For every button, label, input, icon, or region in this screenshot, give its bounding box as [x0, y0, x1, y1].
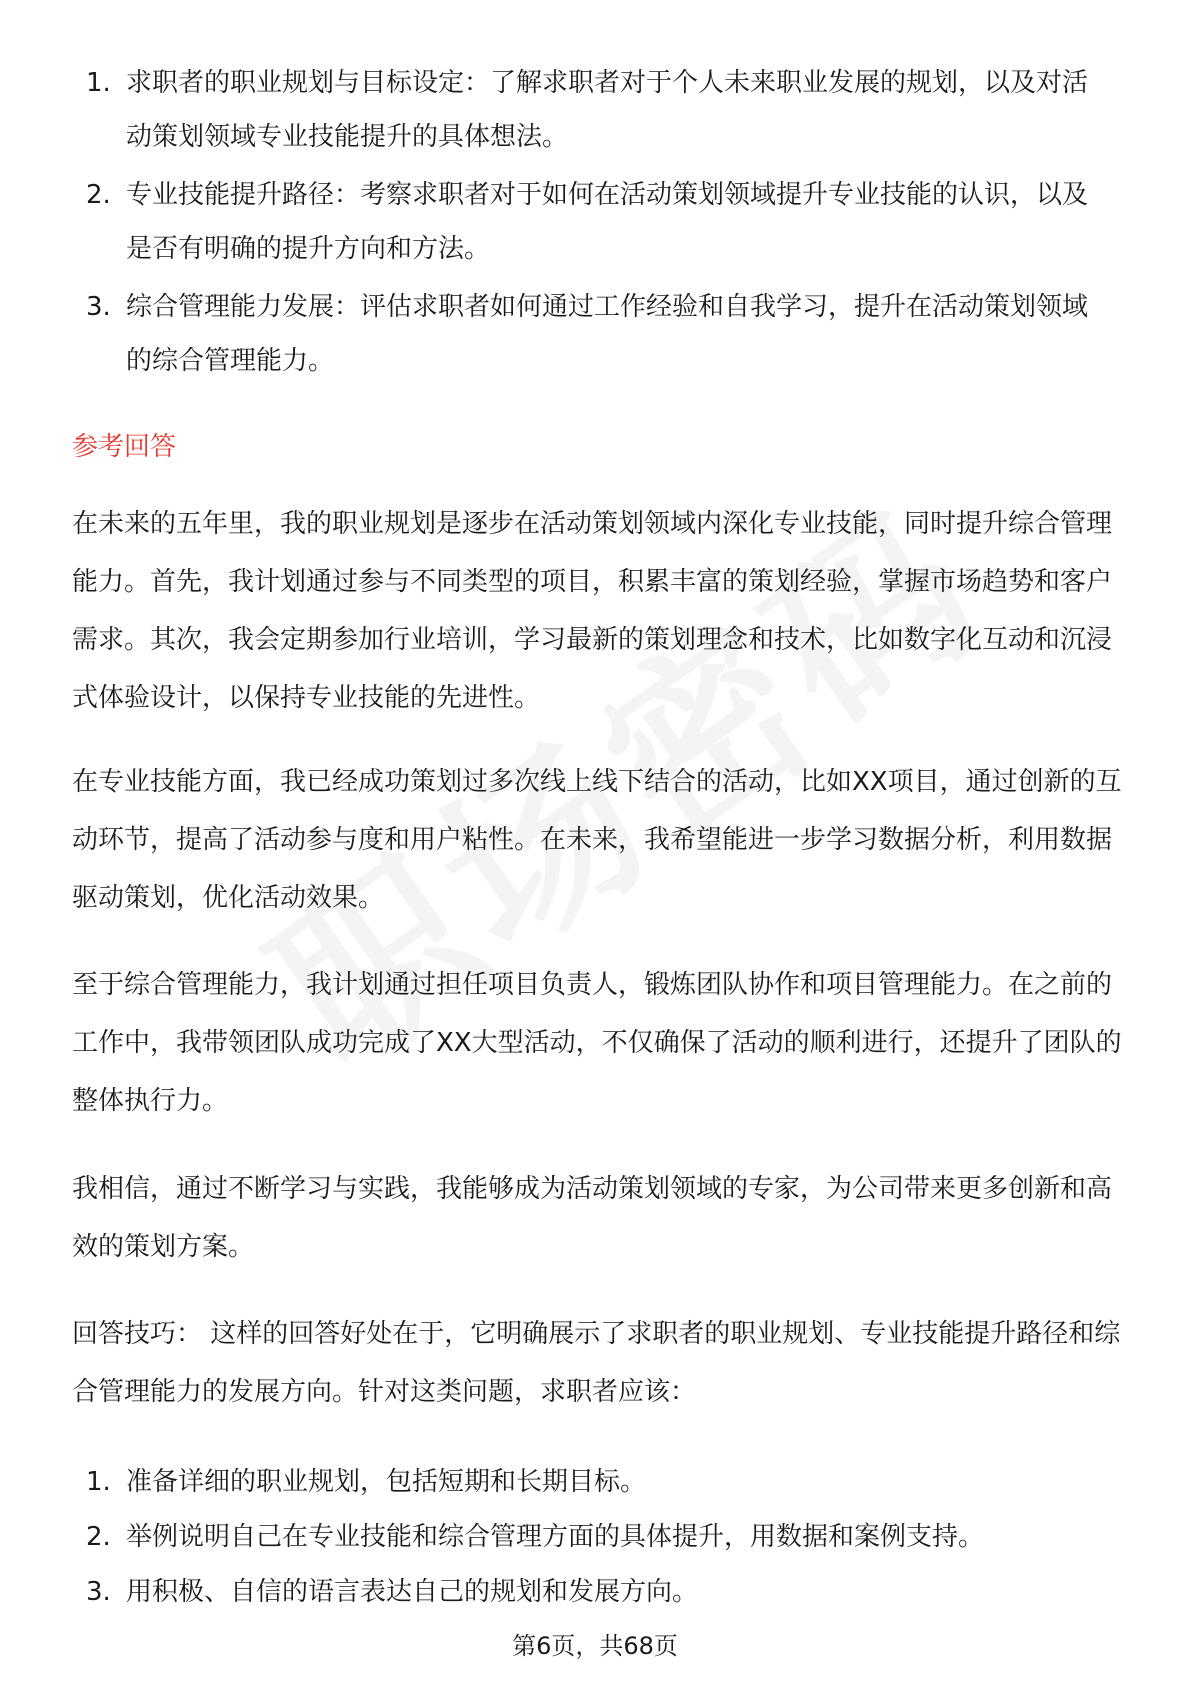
list-item [72, 56, 1112, 164]
list-number: 3. [86, 1577, 111, 1607]
list-item [72, 1455, 1112, 1509]
list-item-text: 准备详细的职业规划，包括短期和长期目标。 [126, 1467, 647, 1497]
tips-intro-paragraph: 回答技巧： 这样的回答好处在于，它明确展示了求职者的职业规划、专业技能提升路径和综合管理能力的发展方向。针对这类问题，求职者应该： [72, 1319, 1121, 1407]
list-item [72, 1510, 1112, 1564]
section-heading: 参考回答 [72, 432, 177, 462]
list-item [72, 168, 1112, 276]
list-number: 3. [86, 292, 111, 322]
list-item-text: 举例说明自己在专业技能和综合管理方面的具体提升，用数据和案例支持。 [126, 1522, 985, 1552]
list-item-text: 用积极、自信的语言表达自己的规划和发展方向。 [126, 1577, 699, 1607]
page-number: 第6页，共68页 [512, 1632, 678, 1660]
list-item [72, 280, 1112, 388]
answer-paragraph: 至于综合管理能力，我计划通过担任项目负责人，锻炼团队协作和项目管理能力。在之前的工作中，我带领团队成功完成了XX大型活动，不仅确保了活动的顺利进行，还提升了团队的整体执行力。 [72, 970, 1122, 1116]
list-item-text: 专业技能提升路径：考察求职者对于如何在活动策划领域提升专业技能的认识，以及是否有明确的提升方向和方法。 [126, 180, 1089, 264]
list-number: 1. [86, 1467, 111, 1497]
list-item-text: 求职者的职业规划与目标设定：了解求职者对于个人未来职业发展的规划，以及对活动策划领域专业技能提升的具体想法。 [126, 68, 1089, 152]
answer-paragraph: 我相信，通过不断学习与实践，我能够成为活动策划领域的专家，为公司带来更多创新和高效的策划方案。 [72, 1174, 1113, 1262]
list-item [72, 1565, 1112, 1619]
list-number: 2. [86, 1522, 111, 1552]
answer-paragraph: 在专业技能方面，我已经成功策划过多次线上线下结合的活动，比如XX项目，通过创新的互动环节，提高了活动参与度和用户粘性。在未来，我希望能进一步学习数据分析，利用数据驱动策划，优化活动效果。 [72, 767, 1122, 913]
tips-list [72, 1455, 1112, 1620]
list-number: 1. [86, 68, 111, 98]
evaluation-points-list [72, 56, 1112, 392]
answer-paragraph: 在未来的五年里，我的职业规划是逐步在活动策划领域内深化专业技能，同时提升综合管理能力。首先，我计划通过参与不同类型的项目，积累丰富的策划经验，掌握市场趋势和客户需求。其次，我会定期参加行业培训，学习最新的策划理念和技术，比如数字化互动和沉浸式体验设计，以保持专业技能的先进性。 [72, 509, 1113, 713]
list-item-text: 综合管理能力发展：评估求职者如何通过工作经验和自我学习，提升在活动策划领域的综合管理能力。 [126, 292, 1089, 376]
list-number: 2. [86, 180, 111, 210]
